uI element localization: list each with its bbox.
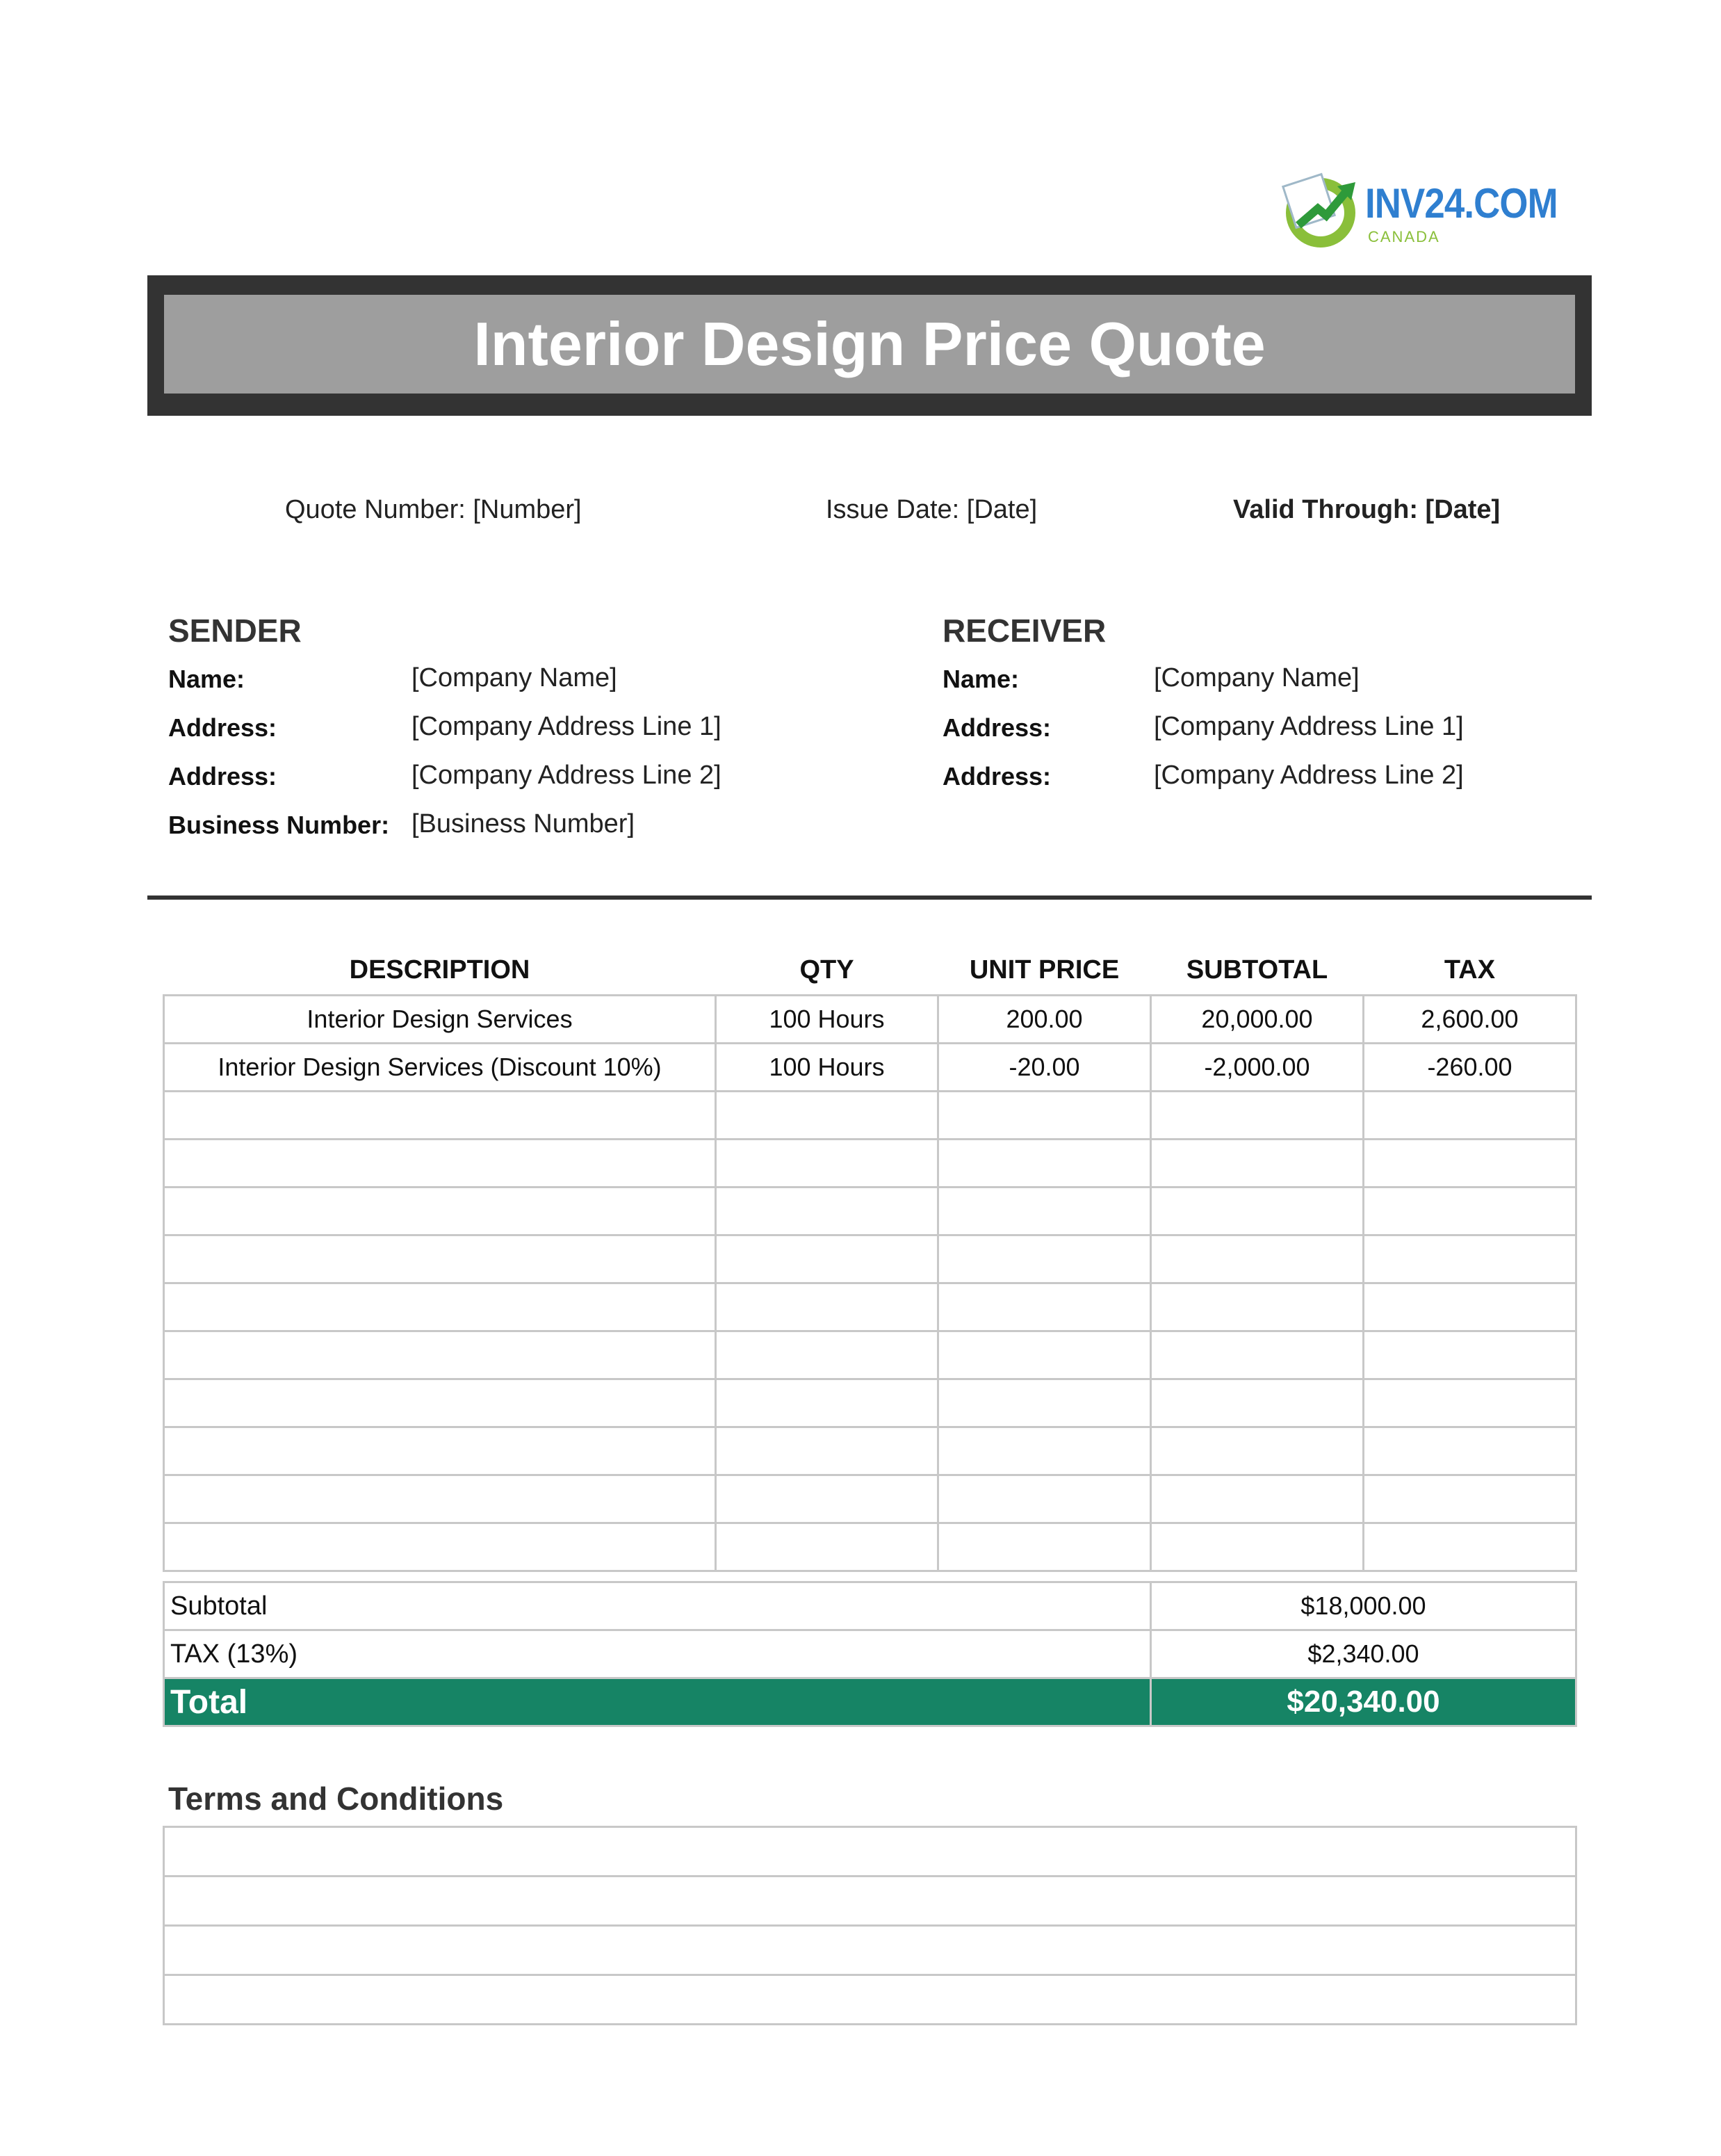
item-qty[interactable] (716, 1092, 938, 1140)
terms-line-field[interactable] (164, 1926, 1576, 1975)
item-tax[interactable] (1364, 1235, 1576, 1283)
tax-value: $2,340.00 (1151, 1630, 1576, 1678)
tax-row (164, 1630, 1576, 1678)
table-row (164, 1523, 1576, 1571)
terms-heading: Terms and Conditions (168, 1781, 504, 1817)
item-tax[interactable]: 2,600.00 (1364, 996, 1576, 1044)
item-qty[interactable] (716, 1331, 938, 1379)
items-table (163, 946, 1577, 1572)
item-subtotal[interactable]: -2,000.00 (1151, 1044, 1364, 1092)
table-row (164, 1092, 1576, 1140)
table-row (164, 1188, 1576, 1235)
item-unit-price[interactable] (938, 1331, 1151, 1379)
item-qty[interactable]: 100 Hours (716, 996, 938, 1044)
item-subtotal[interactable] (1151, 1188, 1364, 1235)
page-title: Interior Design Price Quote (473, 309, 1266, 378)
item-subtotal[interactable] (1151, 1283, 1364, 1331)
item-subtotal[interactable] (1151, 1331, 1364, 1379)
sender-business-label: Business Number: (168, 811, 390, 839)
item-qty[interactable] (716, 1475, 938, 1523)
section-divider (147, 895, 1592, 900)
issue-date: Issue Date: [Date] (826, 495, 1038, 524)
item-unit-price[interactable] (938, 1188, 1151, 1235)
quote-number: Quote Number: [Number] (285, 495, 582, 524)
terms-line-field[interactable] (164, 1975, 1576, 2025)
item-unit-price[interactable] (938, 1140, 1151, 1188)
item-description[interactable] (164, 1283, 716, 1331)
item-subtotal[interactable] (1151, 1379, 1364, 1427)
terms-line (164, 1926, 1576, 1975)
item-subtotal[interactable] (1151, 1427, 1364, 1475)
total-value: $20,340.00 (1151, 1678, 1576, 1726)
col-qty: QTY (799, 955, 854, 984)
col-tax: TAX (1444, 955, 1496, 984)
item-unit-price[interactable]: -20.00 (938, 1044, 1151, 1092)
terms-line (164, 1877, 1576, 1926)
item-subtotal[interactable] (1151, 1092, 1364, 1140)
terms-line-field[interactable] (164, 1827, 1576, 1877)
valid-through: Valid Through: [Date] (1233, 495, 1501, 524)
item-qty[interactable] (716, 1188, 938, 1235)
table-row (164, 1235, 1576, 1283)
logo-sub: CANADA (1368, 228, 1440, 245)
totals-table (163, 1581, 1577, 1727)
item-unit-price[interactable] (938, 1427, 1151, 1475)
item-description[interactable] (164, 1140, 716, 1188)
table-row (164, 1140, 1576, 1188)
item-unit-price[interactable] (938, 1523, 1151, 1571)
item-tax[interactable]: -260.00 (1364, 1044, 1576, 1092)
item-description[interactable] (164, 1523, 716, 1571)
item-tax[interactable] (1364, 1283, 1576, 1331)
item-tax[interactable] (1364, 1379, 1576, 1427)
subtotal-label: Subtotal (164, 1582, 1151, 1630)
table-row (164, 1427, 1576, 1475)
total-label: Total (164, 1678, 1151, 1726)
item-qty[interactable] (716, 1427, 938, 1475)
terms-table (163, 1826, 1577, 2025)
items-header-row (164, 946, 1576, 996)
item-description[interactable] (164, 1331, 716, 1379)
inv24-logo (1278, 170, 1368, 253)
receiver-name: [Company Name] (1154, 663, 1360, 692)
item-unit-price[interactable]: 200.00 (938, 996, 1151, 1044)
item-qty[interactable] (716, 1235, 938, 1283)
item-description[interactable]: Interior Design Services (Discount 10%) (164, 1044, 716, 1092)
item-qty[interactable]: 100 Hours (716, 1044, 938, 1092)
item-description[interactable] (164, 1379, 716, 1427)
item-subtotal[interactable] (1151, 1235, 1364, 1283)
item-unit-price[interactable] (938, 1283, 1151, 1331)
item-qty[interactable] (716, 1379, 938, 1427)
sender-name-label: Name: (168, 665, 245, 693)
table-row (164, 1331, 1576, 1379)
total-row (164, 1678, 1576, 1726)
item-description[interactable] (164, 1427, 716, 1475)
receiver-heading: RECEIVER (943, 613, 1107, 649)
item-qty[interactable] (716, 1523, 938, 1571)
sender-address2: [Company Address Line 2] (411, 761, 721, 790)
sender-address2-label: Address: (168, 762, 277, 791)
item-subtotal[interactable] (1151, 1475, 1364, 1523)
item-subtotal[interactable] (1151, 1523, 1364, 1571)
table-row (164, 1475, 1576, 1523)
item-tax[interactable] (1364, 1188, 1576, 1235)
item-description[interactable] (164, 1092, 716, 1140)
sender-name: [Company Name] (411, 663, 617, 692)
table-row (164, 1044, 1576, 1092)
terms-line (164, 1975, 1576, 2025)
table-row (164, 1283, 1576, 1331)
item-tax[interactable] (1364, 1475, 1576, 1523)
receiver-address2-label: Address: (943, 762, 1052, 791)
item-tax[interactable] (1364, 1427, 1576, 1475)
item-tax[interactable] (1364, 1092, 1576, 1140)
item-description[interactable]: Interior Design Services (164, 996, 716, 1044)
item-description[interactable] (164, 1188, 716, 1235)
receiver-address1-label: Address: (943, 713, 1052, 742)
item-tax[interactable] (1364, 1523, 1576, 1571)
item-qty[interactable] (716, 1283, 938, 1331)
receiver-address1: [Company Address Line 1] (1154, 712, 1464, 741)
item-tax[interactable] (1364, 1140, 1576, 1188)
receiver-address2: [Company Address Line 2] (1154, 761, 1464, 790)
table-row (164, 996, 1576, 1044)
terms-line (164, 1827, 1576, 1877)
col-description: DESCRIPTION (349, 955, 530, 984)
item-subtotal[interactable]: 20,000.00 (1151, 996, 1364, 1044)
item-subtotal[interactable] (1151, 1140, 1364, 1188)
item-tax[interactable] (1364, 1331, 1576, 1379)
item-qty[interactable] (716, 1140, 938, 1188)
terms-line-field[interactable] (164, 1877, 1576, 1926)
item-unit-price[interactable] (938, 1475, 1151, 1523)
col-subtotal: SUBTOTAL (1186, 955, 1328, 984)
sender-address1: [Company Address Line 1] (411, 712, 721, 741)
sender-heading: SENDER (168, 613, 302, 649)
item-unit-price[interactable] (938, 1379, 1151, 1427)
table-row (164, 1379, 1576, 1427)
logo-brand: INV24.COM (1365, 180, 1558, 227)
subtotal-row (164, 1582, 1576, 1630)
tax-label: TAX (13%) (164, 1630, 1151, 1678)
item-unit-price[interactable] (938, 1092, 1151, 1140)
subtotal-value: $18,000.00 (1151, 1582, 1576, 1630)
sender-address1-label: Address: (168, 713, 277, 742)
receiver-name-label: Name: (943, 665, 1020, 693)
item-description[interactable] (164, 1475, 716, 1523)
sender-business: [Business Number] (411, 809, 635, 838)
item-unit-price[interactable] (938, 1235, 1151, 1283)
col-unit-price: UNIT PRICE (969, 955, 1120, 984)
item-description[interactable] (164, 1235, 716, 1283)
